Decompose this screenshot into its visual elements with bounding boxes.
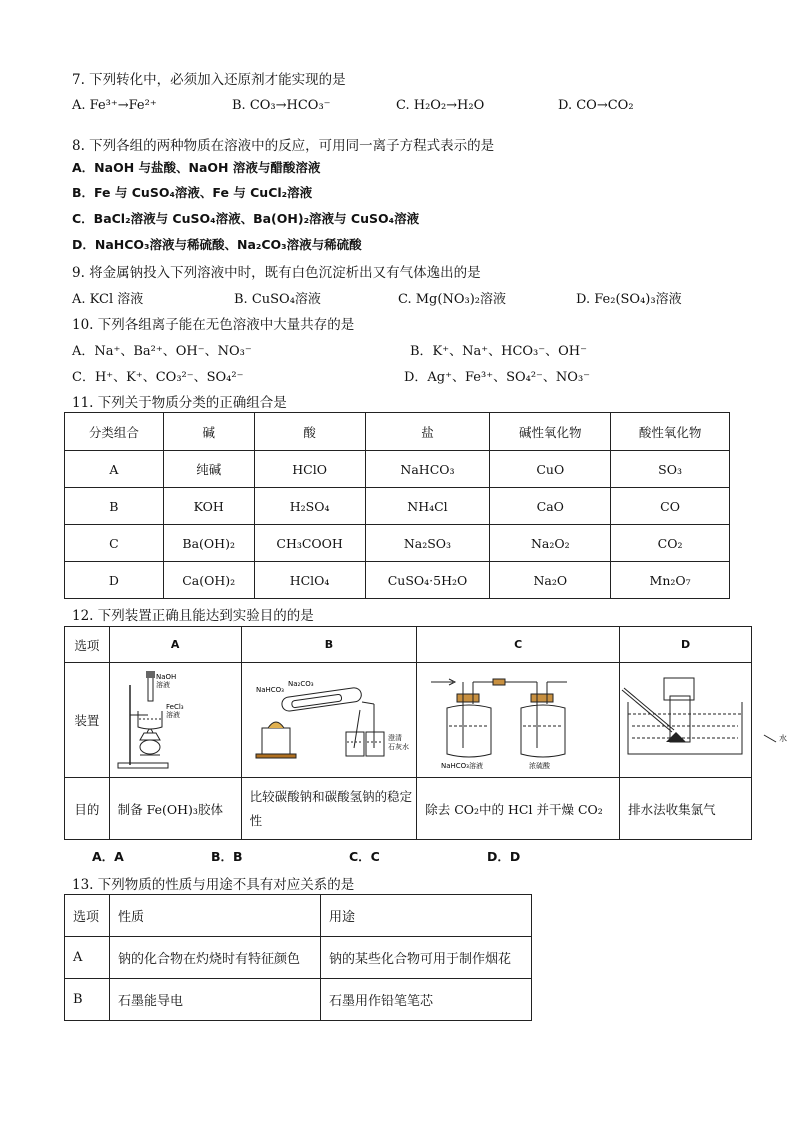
label-nahco3-solution: NaHCO₃溶液 bbox=[441, 761, 484, 770]
table-cell: CaO bbox=[490, 488, 611, 525]
table-cell: Na₂O bbox=[490, 562, 611, 599]
label-naoh-solution: 溶液 bbox=[155, 681, 170, 689]
table-cell: B bbox=[65, 488, 164, 525]
q9-stem: 9. 将金属钠投入下列溶液中时，既有白色沉淀析出又有气体逸出的是 bbox=[72, 265, 481, 281]
table-cell: Mn₂O₇ bbox=[611, 562, 730, 599]
q12-header: D bbox=[620, 627, 752, 663]
label-water-text: 水 bbox=[779, 734, 787, 743]
q12-purpose-c: 除去 CO₂中的 HCl 并干燥 CO₂ bbox=[417, 778, 620, 840]
q13-header: 用途 bbox=[321, 895, 532, 937]
label-limewater: 澄清 bbox=[387, 734, 402, 742]
q11-header: 盐 bbox=[365, 413, 490, 451]
q12-device-label: 装置 bbox=[65, 663, 110, 778]
table-cell: SO₃ bbox=[611, 451, 730, 488]
table-cell: CuO bbox=[490, 451, 611, 488]
q12-header: A bbox=[109, 627, 241, 663]
q11-header: 碱 bbox=[163, 413, 254, 451]
q12-header: C bbox=[417, 627, 620, 663]
q13-table bbox=[64, 894, 532, 1021]
q11-header: 酸 bbox=[254, 413, 365, 451]
label-nahco3: NaHCO₃ bbox=[255, 686, 284, 694]
q7-option-c: C. H₂O₂→H₂O bbox=[396, 98, 485, 113]
label-limewater-2: 石灰水 bbox=[387, 743, 409, 751]
table-cell: HClO₄ bbox=[254, 562, 365, 599]
table-row bbox=[65, 979, 532, 1021]
table-row bbox=[65, 562, 730, 599]
q7-option-b: B. CO₃→HCO₃⁻ bbox=[232, 98, 331, 113]
table-cell: HClO bbox=[254, 451, 365, 488]
table-cell: B bbox=[65, 979, 110, 1021]
q12-table bbox=[64, 626, 787, 840]
q10-option-b: B．K⁺、Na⁺、HCO₃⁻、OH⁻ bbox=[410, 344, 587, 359]
q7-option-d: D. CO→CO₂ bbox=[558, 98, 634, 113]
table-cell: 石墨用作铅笔笔芯 bbox=[321, 979, 532, 1021]
table-cell: D bbox=[65, 562, 164, 599]
label-fecl3-solution: 溶液 bbox=[165, 711, 180, 719]
q9-option-a: A. KCl 溶液 bbox=[72, 292, 144, 307]
label-conc-sulfuric: 浓硫酸 bbox=[529, 761, 551, 770]
q12-answer-b: B．B bbox=[211, 849, 243, 864]
q13-stem: 13. 下列物质的性质与用途不具有对应关系的是 bbox=[72, 877, 355, 893]
figure-b-cell bbox=[241, 663, 417, 778]
q12-answer-a: A．A bbox=[92, 849, 124, 864]
q12-stem: 12. 下列装置正确且能达到实验目的的是 bbox=[72, 608, 314, 624]
table-cell: KOH bbox=[163, 488, 254, 525]
label-na2co3: Na₂CO₃ bbox=[287, 680, 314, 688]
table-cell: CuSO₄·5H₂O bbox=[365, 562, 490, 599]
q8-option-c: C．BaCl₂溶液与 CuSO₄溶液、Ba(OH)₂溶液与 CuSO₄溶液 bbox=[72, 211, 420, 226]
figure-a-fe-oh3-colloid bbox=[110, 665, 240, 775]
q12-header: B bbox=[241, 627, 417, 663]
table-cell: NH₄Cl bbox=[365, 488, 490, 525]
q8-option-b: B．Fe 与 CuSO₄溶液、Fe 与 CuCl₂溶液 bbox=[72, 185, 313, 200]
figure-c-co2-purify bbox=[417, 668, 617, 773]
q7-option-a: A. Fe³⁺→Fe²⁺ bbox=[72, 98, 157, 113]
table-cell: CO bbox=[611, 488, 730, 525]
q11-header: 酸性氧化物 bbox=[611, 413, 730, 451]
q13-header: 选项 bbox=[65, 895, 110, 937]
q13-header: 性质 bbox=[110, 895, 321, 937]
q12-purpose-label: 目的 bbox=[65, 778, 110, 840]
q8-option-a: A．NaOH 与盐酸、NaOH 溶液与醋酸溶液 bbox=[72, 160, 321, 175]
table-cell: Na₂SO₃ bbox=[365, 525, 490, 562]
table-cell: 钠的化合物在灼烧时有特征颜色 bbox=[110, 937, 321, 979]
q12-header: 选项 bbox=[65, 627, 110, 663]
table-cell: Ba(OH)₂ bbox=[163, 525, 254, 562]
q10-stem: 10. 下列各组离子能在无色溶液中大量共存的是 bbox=[72, 317, 355, 333]
table-cell: C bbox=[65, 525, 164, 562]
q11-header: 碱性氧化物 bbox=[490, 413, 611, 451]
table-row bbox=[65, 488, 730, 525]
q10-option-d: D．Ag⁺、Fe³⁺、SO₄²⁻、NO₃⁻ bbox=[404, 370, 591, 385]
q12-purpose-d: 排水法收集氯气 bbox=[620, 778, 752, 840]
q9-option-b: B. CuSO₄溶液 bbox=[234, 292, 321, 307]
table-row bbox=[65, 937, 532, 979]
q11-header: 分类组合 bbox=[65, 413, 164, 451]
q10-option-a: A．Na⁺、Ba²⁺、OH⁻、NO₃⁻ bbox=[72, 344, 252, 359]
table-cell: 纯碱 bbox=[163, 451, 254, 488]
table-cell: A bbox=[65, 937, 110, 979]
figure-d-cell bbox=[620, 663, 787, 778]
table-cell: Ca(OH)₂ bbox=[163, 562, 254, 599]
q12-purpose-a: 制备 Fe(OH)₃胶体 bbox=[109, 778, 241, 840]
table-cell: 钠的某些化合物可用于制作烟花 bbox=[321, 937, 532, 979]
q9-option-d: D. Fe₂(SO₄)₃溶液 bbox=[576, 292, 682, 307]
label-fecl3: FeCl₃ bbox=[165, 703, 184, 711]
table-cell: A bbox=[65, 451, 164, 488]
label-naoh: NaOH bbox=[155, 673, 176, 681]
q12-purpose-b: 比较碳酸钠和碳酸氢钠的稳定性 bbox=[241, 778, 417, 840]
table-cell: 石墨能导电 bbox=[110, 979, 321, 1021]
q9-option-c: C. Mg(NO₃)₂溶液 bbox=[398, 292, 506, 307]
q7-stem: 7. 下列转化中，必须加入还原剂才能实现的是 bbox=[72, 72, 346, 88]
figure-a-cell bbox=[109, 663, 241, 778]
table-cell: NaHCO₃ bbox=[365, 451, 490, 488]
q12-answer-d: D．D bbox=[487, 849, 521, 864]
table-cell: Na₂O₂ bbox=[490, 525, 611, 562]
q12-answer-c: C．C bbox=[349, 849, 380, 864]
label-water bbox=[763, 733, 787, 744]
q11-table bbox=[64, 412, 730, 599]
figure-d-chlorine-collect bbox=[620, 670, 750, 770]
q10-option-c: C．H⁺、K⁺、CO₃²⁻、SO₄²⁻ bbox=[72, 370, 244, 385]
q11-stem: 11. 下列关于物质分类的正确组合是 bbox=[72, 395, 287, 411]
q8-stem: 8. 下列各组的两种物质在溶液中的反应，可用同一离子方程式表示的是 bbox=[72, 138, 495, 154]
figure-c-cell bbox=[417, 663, 620, 778]
figure-b-carbonate-stability bbox=[242, 670, 414, 770]
q8-option-d: D．NaHCO₃溶液与稀硫酸、Na₂CO₃溶液与稀硫酸 bbox=[72, 237, 362, 252]
table-cell: CH₃COOH bbox=[254, 525, 365, 562]
table-cell: CO₂ bbox=[611, 525, 730, 562]
table-row bbox=[65, 525, 730, 562]
table-row bbox=[65, 451, 730, 488]
table-cell: H₂SO₄ bbox=[254, 488, 365, 525]
